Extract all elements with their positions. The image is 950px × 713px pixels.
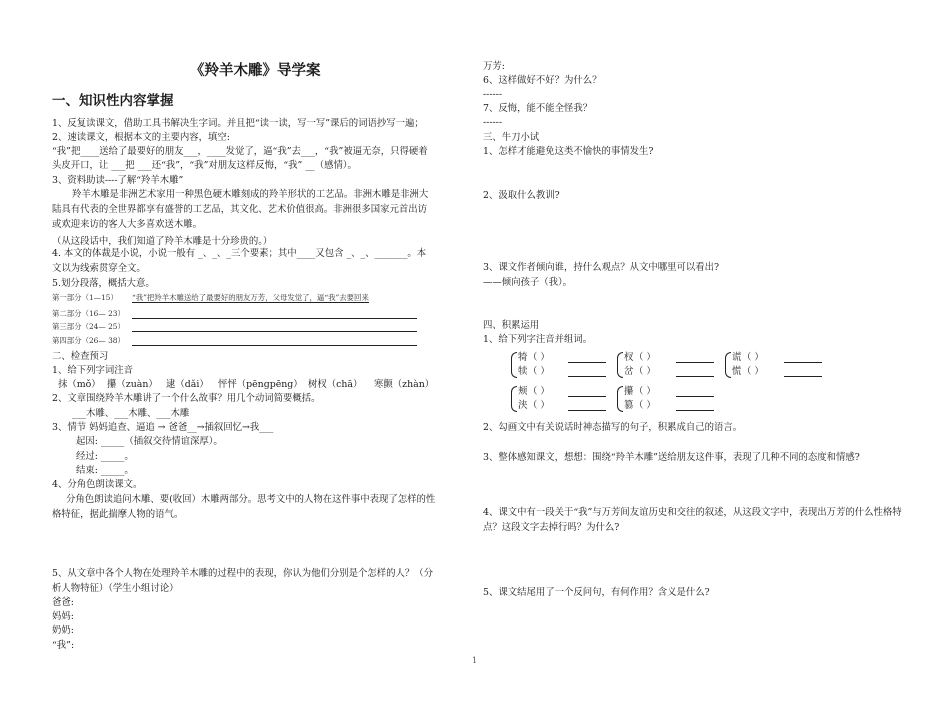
section-4-heading: 四、积累运用 [483,320,540,331]
section-3-heading: 三、牛刀小试 [483,132,540,143]
paren-3b: （ ） [742,366,764,377]
char-3a: 谎 [732,352,742,363]
blank-2a [676,362,714,363]
blank-4b [568,410,606,411]
accum-1: 1、给下列字注音并组词。 [483,334,593,345]
blank-3a [784,362,822,363]
blank-5a [676,396,714,397]
answer-mom: 妈妈: [52,611,74,622]
blank-4a [568,396,606,397]
part-3-line [132,331,417,332]
pinyin-6: 寒颤（zhàn） [374,379,435,390]
blank-1b [568,376,606,377]
plot-start: 起因: _____（插叙交待情谊深厚）。 [76,436,223,447]
question-7: 7、反悔，能不能全怪我？ [483,103,593,114]
char-5a: 攥 [624,386,634,397]
char-1a: 犄 [518,352,528,363]
pinyin-1: 抹（mǒ） [58,379,101,390]
plot-middle: 经过: _____。 [76,451,134,462]
dash-line-2: ------ [483,117,503,128]
preview-5: 5、从文章中各个人物在处理羚羊木雕的过程中的表现，你认为他们分别是个怎样的人？（分析人物特征）（学生小组讨论） [52,568,433,595]
question-2-line-1: “我”把____送给了最要好的朋友___，____发觉了，逼“我”去___，“我”被逼无奈，只得硬着 [52,146,428,157]
preview-2-blanks: ___木雕、___木雕、___木雕 [72,408,190,419]
part-1-text: “我”把羚羊木雕送给了最要好的朋友万芳，父母发觉了，逼“我”去要回来 [132,293,369,302]
try-1: 1、怎样才能避免这类不愉快的事情发生? [483,146,654,157]
try-3-answer: ——倾向孩子（我）。 [483,277,573,288]
question-2: 2、速读课文，根据本文的主要内容，填空: [52,132,230,143]
pinyin-3: 逮（dǎi） [166,379,209,390]
brace-5 [617,386,623,412]
preview-4: 4、分角色朗读课文。 [52,479,143,490]
paren-1a: （ ） [528,352,550,363]
char-4b: 浃 [518,400,528,411]
brace-3 [725,352,731,378]
dash-line-1: ------ [483,89,503,100]
char-3b: 慌 [732,366,742,377]
blank-5b [676,410,714,411]
paren-3a: （ ） [742,352,764,363]
part-4-line [132,345,417,346]
paren-1b: （ ） [528,366,550,377]
accum-4: 4、课文中有一段关于“我”与万芳间友谊历史和交往的叙述，从这段文字中，表现出万芳的什么性格特点？这段文字去掉行吗？为什么? [483,507,902,534]
part-2-line [132,318,417,319]
brace-1 [511,352,517,378]
brace-2 [617,352,623,378]
char-5b: 篡 [624,400,634,411]
question-6: 6、这样做好不好？为什么？ [483,75,602,86]
answer-grandma: 奶奶: [52,625,74,636]
question-5: 5.划分段落，概括大意。 [52,278,155,289]
blank-2b [676,376,714,377]
brace-4 [511,386,517,412]
accum-2: 2、勾画文中有关说话时神态描写的句子，积累成自己的语言。 [483,422,743,433]
answer-me: “我”: [52,640,75,651]
char-2a: 杈 [624,352,634,363]
paren-5b: （ ） [634,400,656,411]
preview-3: 3、情节 妈妈追查、逼追 → 爸爸__→插叙回忆→我___ [52,422,274,433]
part-4-label: 第四部分（26— 38） [52,336,125,345]
question-2-line-2: 头皮开口，让 ___把 ___还“我”，“我”对朋友这样反悔，“我” __（感情）。 [52,160,357,171]
section-2-heading: 二、检查预习 [52,351,109,362]
answer-wanfang: 万芳: [483,61,505,72]
paren-2a: （ ） [634,352,656,363]
question-3-note: （从这段话中，我们知道了羚羊木雕是十分珍贵的。） [52,236,273,247]
paren-4b: （ ） [528,400,550,411]
answer-dad: 爸爸: [52,597,74,608]
char-1b: 犊 [518,366,528,377]
preview-4-paragraph: 分角色朗读追问木雕、要(收回）木雕两部分。思考文中的人物在这件事中表现了怎样的性格特征，据此揣摩人物的语气。 [52,494,436,521]
paren-4a: （ ） [528,386,550,397]
part-2-label: 第二部分（16— 23） [52,309,125,318]
question-3: 3、资料助读----了解“羚羊木雕” [52,175,184,186]
plot-end: 结束: _____。 [76,465,134,476]
char-2b: 岔 [624,366,634,377]
section-1-heading: 一、知识性内容掌握 [52,93,174,109]
question-3-paragraph: 羚羊木雕是非洲艺术家用一种黑色硬木雕刻成的羚羊形状的工艺品。非洲木雕是非洲大陆具有代表的全世界都享有盛誉的工艺品，其文化、艺术价值很高。非洲很多国家元首出访或欢迎来访的客人大多喜欢送木雕。 [52,189,429,231]
question-1: 1、反复读课文，借助工具书解决生字词。并且把“读一读，写一写”课后的词语抄写一遍； [52,118,424,129]
accum-5: 5、课文结尾用了一个反问句，有何作用？含义是什么? [483,587,710,598]
paren-5a: （ ） [634,386,656,397]
question-4: 4. 本文的体裁是小说，小说一般有 _、_、_三个要素；其中____又包含 _、_、_______。本文以为线索贯穿全文。 [52,248,427,275]
blank-3b [784,376,822,377]
blank-1a [568,362,606,363]
pinyin-5: 树杈（chā） [308,379,363,390]
try-3: 3、课文作者倾向谁，持什么观点？从文中哪里可以看出? [483,262,719,273]
part-1-label: 第一部分（1—15） [52,293,118,302]
try-2: 2、汲取什么教训? [483,190,560,201]
part-3-label: 第三部分（24— 25） [52,322,125,331]
preview-2: 2、文章围绕羚羊木雕讲了一个什么故事？用几个动词简要概括。 [52,393,321,404]
pinyin-4: 怦怦（pēngpēng） [218,379,303,390]
preview-1: 1、给下列字词注音 [52,365,133,376]
pinyin-2: 攥（zuàn） [107,379,158,390]
page-number: 1 [472,656,478,665]
char-4a: 颊 [518,386,528,397]
paren-2b: （ ） [634,366,656,377]
accum-3: 3、整体感知课文，想想：围绕“羚羊木雕”送给朋友这件事，表现了几种不同的态度和情感? [483,452,860,463]
page-title: 《羚羊木雕》导学案 [190,63,321,79]
